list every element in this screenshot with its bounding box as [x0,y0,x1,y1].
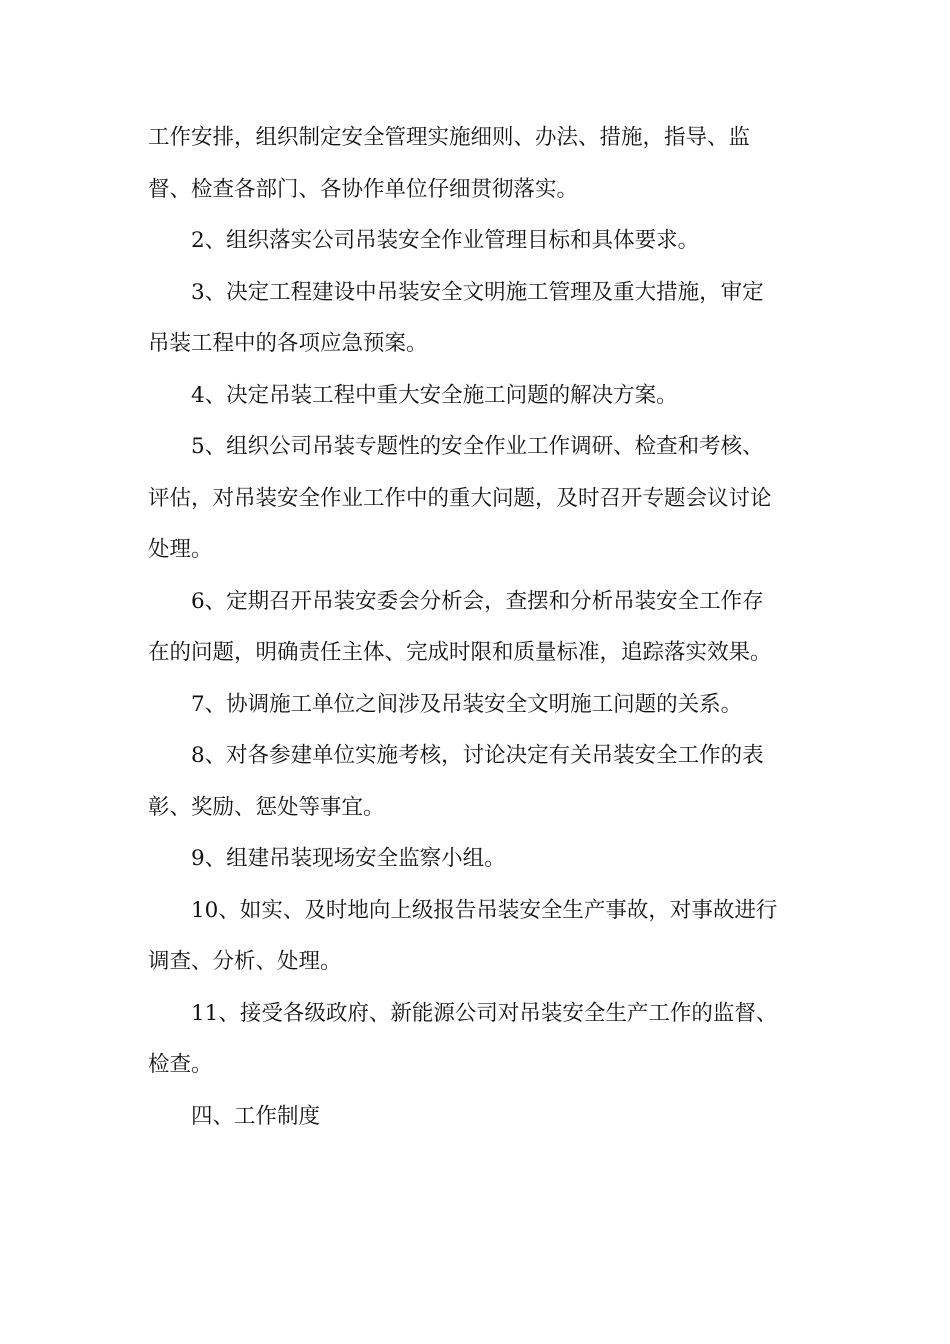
list-item-4: 4、决定吊装工程中重大安全施工问题的解决方案。 [191,382,678,408]
list-item-6-continuation: 在的问题，明确责任主体、完成时限和质量标准，追踪落实效果。 [148,640,772,665]
list-item-5-continuation: 评估，对吊装安全作业工作中的重大问题，及时召开专题会议讨论 [148,485,772,511]
list-item-10-continuation: 调查、分析、处理。 [148,949,342,974]
list-item-3: 3、决定工程建设中吊装安全文明施工管理及重大措施，审定 [191,279,764,305]
list-item-10: 10、如实、及时地向上级报告吊装安全生产事故，对事故进行 [191,897,778,923]
document-body [148,118,803,1148]
section-heading: 四、工作制度 [191,1103,321,1129]
list-item-11: 11、接受各级政府、新能源公司对吊装安全生产工作的监督、 [191,1000,778,1026]
list-item-8: 8、对各参建单位实施考核，讨论决定有关吊装安全工作的表 [191,743,764,768]
list-item-7: 7、协调施工单位之间涉及吊装安全文明施工问题的关系。 [191,691,743,717]
list-item-2: 2、组织落实公司吊装安全作业管理目标和具体要求。 [191,228,700,253]
list-item-6: 6、定期召开吊装安委会分析会，查摆和分析吊装安全工作存 [191,588,764,614]
list-item-8-continuation: 彰、奖励、惩处等事宜。 [148,794,385,820]
list-item-11-continuation: 检查。 [148,1052,213,1077]
list-item-5-continuation-2: 处理。 [148,537,213,562]
text-line-2: 督、检查各部门、各协作单位仔细贯彻落实。 [148,176,579,202]
list-item-3-continuation: 吊装工程中的各项应急预案。 [148,331,428,356]
list-item-9: 9、组建吊装现场安全监察小组。 [191,846,506,871]
text-line-1: 工作安排，组织制定安全管理实施细则、办法、措施，指导、监 [148,125,751,150]
list-item-5: 5、组织公司吊装专题性的安全作业工作调研、检查和考核、 [191,434,764,459]
